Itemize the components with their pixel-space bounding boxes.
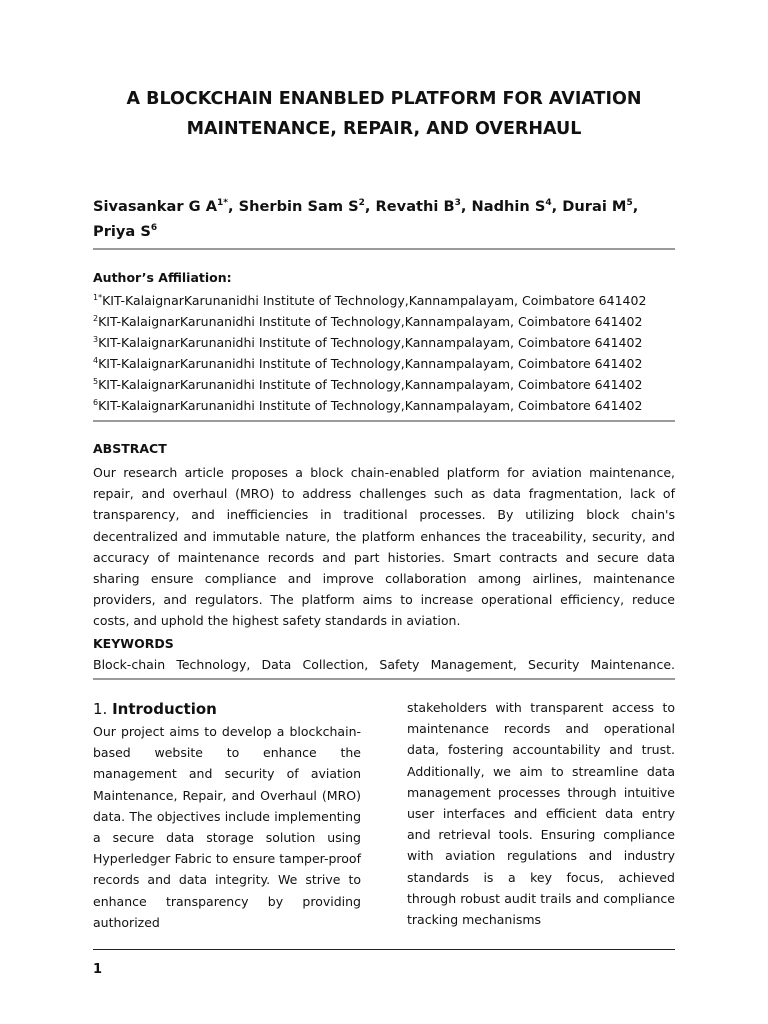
affiliation-item: $^3$KIT-KalaignarKarunanidhi Institute of Technology,Kannampalayam, Coimbatore 641402	[93, 334, 643, 350]
author: Nadhin $S^4$,	[471, 198, 563, 215]
keywords-body: Block-chain Technology, Data Collection, Safety Management, Security Maintenance.	[93, 657, 675, 672]
affiliation-item: $^{1*}$KIT-KalaignarKarunanidhi Institute of Technology,Kannampalayam, Coimbatore 641402	[93, 292, 647, 308]
affiliation-item: $^2$KIT-KalaignarKarunanidhi Institute of Technology,Kannampalayam, Coimbatore 641402	[93, 313, 643, 329]
author: Revathi $B^3$,	[375, 198, 472, 215]
section-title: Introduction	[112, 700, 217, 718]
author: Sivasankar G $A^{1*}$,	[93, 198, 239, 215]
abstract-body: Our research article proposes a block chain-enabled platform for aviation maintenance, repair, and overhaul (MRO) to address challenges such as data fragmentation, lack of transparency, and inefficiencies in traditional processes. By utilizing block chain's decentralized and immutable nature, the platform enhances the traceability, security, and accuracy of maintenance records and part histories. Smart contracts and secure data sharing ensure compliance and improve collaboration among airlines, maintenance providers, and regulators. The platform aims to increase operational efficiency, reduce costs, and uphold the highest safety standards in aviation.	[93, 465, 675, 629]
author-list	[93, 194, 678, 244]
author: Sherbin Sam $S^2$,	[238, 198, 376, 215]
section-number: 1.	[93, 700, 108, 718]
author: Priya $S^6$	[93, 223, 158, 240]
affiliation-item: $^5$KIT-KalaignarKarunanidhi Institute of Technology,Kannampalayam, Coimbatore 641402	[93, 376, 643, 392]
divider	[93, 678, 675, 680]
page-number: 1	[93, 962, 103, 977]
affiliation-item: $^4$KIT-KalaignarKarunanidhi Institute of Technology,Kannampalayam, Coimbatore 641402	[93, 355, 643, 371]
paper-title	[60, 84, 708, 144]
section-heading-introduction	[93, 698, 217, 720]
affiliation-label: Author’s Affiliation:	[93, 270, 232, 285]
author: Durai $M^5$,	[562, 198, 639, 215]
abstract-heading: ABSTRACT	[93, 441, 167, 456]
affiliation-item: $^6$KIT-KalaignarKarunanidhi Institute of Technology,Kannampalayam, Coimbatore 641402	[93, 397, 643, 413]
title-line-1: A BLOCKCHAIN ENANBLED PLATFORM FOR AVIATION	[126, 89, 642, 109]
intro-column-right: stakeholders with transparent access to maintenance records and operational data, fostering accountability and trust. Additionally, we aim to streamline data management processes through intuitive user interfaces and efficient data entry and retrieval tools. Ensuring compliance with aviation regulations and industry standards is a key focus, achieved through robust audit trails and compliance tracking mechanisms	[407, 700, 675, 928]
footer-divider	[93, 949, 675, 950]
divider	[93, 420, 675, 422]
divider	[93, 248, 675, 250]
keywords-heading: KEYWORDS	[93, 636, 174, 651]
intro-column-left: Our project aims to develop a blockchain-based website to enhance the management and security of aviation Maintenance, Repair, and Overhaul (MRO) data. The objectives include implementing a secure data storage solution using Hyperledger Fabric to ensure tamper-proof records and data integrity. We strive to enhance transparency by providing authorized	[93, 724, 361, 930]
affiliation-list	[93, 290, 693, 416]
title-line-2: MAINTENANCE, REPAIR, AND OVERHAUL	[186, 119, 582, 139]
